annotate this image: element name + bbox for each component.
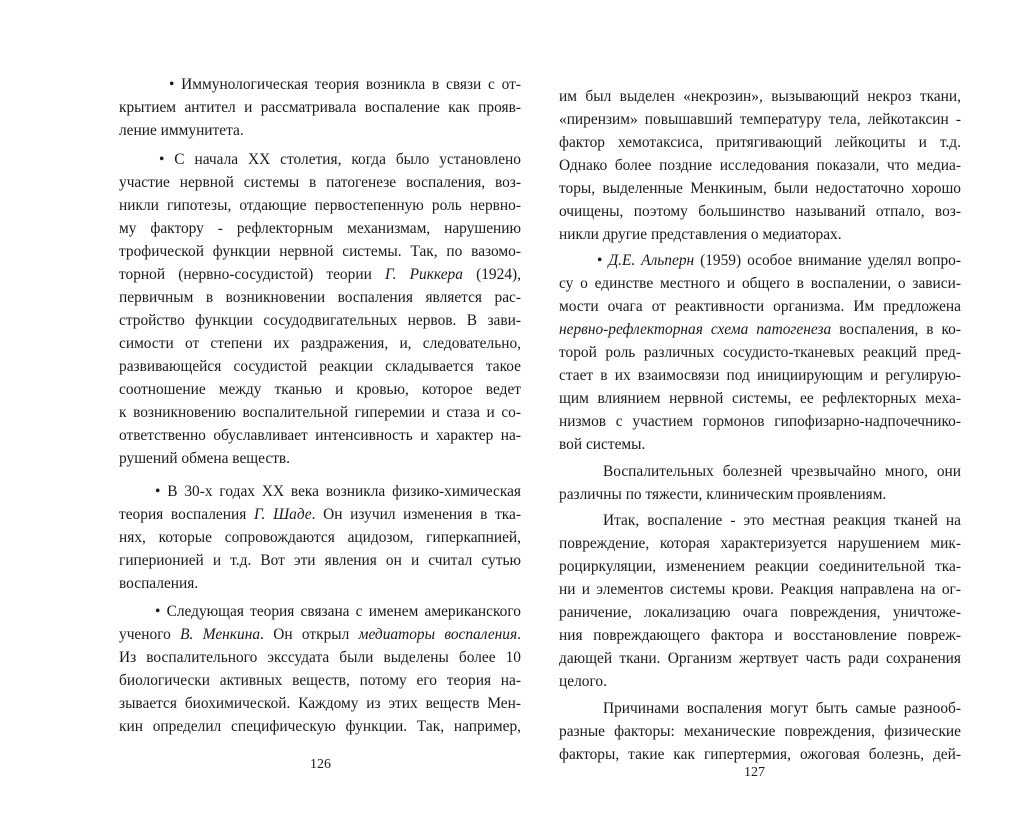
text-line: ответственно обуславливает интенсивность и характер на- <box>119 427 521 444</box>
text-run: торной (нервно-сосудистой) теории <box>119 266 385 283</box>
text-line: им был выделен «некрозин», вызывающий некроз ткани, <box>559 88 961 105</box>
text-line <box>559 318 961 341</box>
text-line: соотношение между тканью и кровью, которое ведет <box>119 381 521 398</box>
text-line: торой роль различных сосудисто-тканевых реакций пред- <box>559 344 961 361</box>
text-run: (1959) особое внимание уделял вопро- <box>694 252 961 269</box>
text-run: . <box>517 626 522 643</box>
text-line: Воспалительных болезней чрезвычайно много, они <box>603 463 961 480</box>
text-line: симости от степени их раздражения, и, следовательно, <box>119 335 521 352</box>
text-line: роциркуляции, изменением реакции соединительной тка- <box>559 558 961 575</box>
text-line: трофической функции нервной системы. Так, по вазомо- <box>119 243 521 260</box>
text-run: ученого <box>119 626 181 643</box>
text-line: воспаления. <box>119 575 199 592</box>
text-line: Из воспалительного экссудата были выделены более 10 <box>119 649 521 666</box>
text-line: разные факторы: механические повреждения, физические <box>559 723 961 740</box>
text-run: . Он изучил изменения в тка- <box>311 506 521 523</box>
text-line <box>119 263 521 286</box>
text-line: «пирензим» повышавший температуру тела, лейкотаксин - <box>559 111 961 128</box>
text-line: участие нервной системы в патогенезе воспаления, воз- <box>119 174 521 191</box>
text-line: • В 30-х годах XX века возникла физико-химическая <box>155 483 521 500</box>
text-line: мости очага от реактивности организма. Им предложена <box>559 298 961 315</box>
page-number: 127 <box>744 765 765 780</box>
text-line: раничение, локализацию очага повреждения, уничтоже- <box>559 604 961 621</box>
text-line: никли другие представления о медиаторах. <box>559 226 842 243</box>
text-line <box>559 249 961 272</box>
text-line: • Иммунологическая теория возникла в связи с от- <box>169 76 521 93</box>
text-line: различны по тяжести, клиническим проявлениям. <box>559 486 887 503</box>
text-line: Однако более поздние исследования показали, что медиа- <box>559 157 961 174</box>
text-line: целого. <box>559 673 607 690</box>
text-line: ление иммунитета. <box>119 122 244 139</box>
text-line: • Следующая теория связана с именем американского <box>155 603 521 620</box>
text-line: му фактору - рефлекторным механизмам, нарушению <box>119 220 521 237</box>
text-line: зывается биохимической. Каждому из этих веществ Мен- <box>119 695 521 712</box>
text-line: никли гипотезы, отдающие первостепенную роль нервно- <box>119 197 521 214</box>
emphasis-term: нервно-рефлекторная схема патогенеза <box>559 321 832 338</box>
text-run: (1924), <box>462 266 521 283</box>
text-line: гиперионией и т.д. Вот эти явления он и считал сутью <box>119 552 521 569</box>
text-line: нях, которые сопровождаются ацидозом, гиперкапнией, <box>119 529 521 546</box>
text-run: воспаления, в ко- <box>831 321 961 338</box>
page-number: 126 <box>310 757 331 772</box>
text-line: биологически активных веществ, потому его теория на- <box>119 672 521 689</box>
text-line: очищены, поэтому большинство называний отпало, воз- <box>559 203 961 220</box>
text-line: факторы, такие как гипертермия, ожоговая болезнь, дей- <box>559 746 961 763</box>
text-line: к возникновению воспалительной гиперемии и стаза и со- <box>119 404 521 421</box>
emphasis-term: медиаторы воспаления <box>358 626 518 643</box>
text-line <box>119 503 521 526</box>
text-line: торы, выделенные Менкиным, были недостаточно хорошо <box>559 180 961 197</box>
text-run: . Он открыл <box>260 626 359 643</box>
text-line: ни и элементов системы крови. Реакция направлена на ог- <box>559 581 961 598</box>
author-name: Г. Риккера <box>384 266 463 283</box>
text-line: повреждение, которая характеризуется нарушением мик- <box>559 535 961 552</box>
text-line: щим влиянием нервной системы, ее рефлекторных меха- <box>559 390 961 407</box>
text-line: • С начала XX столетия, когда было установлено <box>159 151 521 168</box>
text-line: низмов с участием гормонов гипофизарно-надпочечнико- <box>559 413 961 430</box>
text-line: стройство функции сосудодвигательных нервов. В зави- <box>119 312 521 329</box>
text-line: стает в их взаимосвязи под инициирующим и регулирую- <box>559 367 961 384</box>
text-line: Причинами воспаления могут быть самые разнооб- <box>603 700 961 717</box>
text-line: Итак, воспаление - это местная реакция тканей на <box>603 512 961 529</box>
author-name: В. Менкина <box>180 626 261 643</box>
right-page <box>512 0 1024 829</box>
text-line: первичным в возникновении воспаления является рас- <box>119 289 521 306</box>
text-line: дающей ткани. Организм жертвует часть ради сохранения <box>559 650 961 667</box>
text-line: ния повреждающего фактора и восстановление повреж- <box>559 627 961 644</box>
author-name: Д.Е. Альперн <box>608 252 695 269</box>
text-run: теория воспаления <box>119 506 254 523</box>
text-line: су о единстве местного и общего в воспалении, о зависи- <box>559 275 961 292</box>
text-run: • <box>597 252 609 269</box>
text-line: вой системы. <box>559 436 646 453</box>
text-line: крытием антител и рассматривала воспаление как прояв- <box>119 99 521 116</box>
author-name: Г. Шаде <box>253 506 312 523</box>
text-line <box>119 623 521 646</box>
text-line: фактор хемотаксиса, притягивающий лейкоциты и т.д. <box>559 134 961 151</box>
text-line: рушений обмена веществ. <box>119 450 291 467</box>
text-line: развивающейся сосудистой реакции складывается такое <box>119 358 521 375</box>
text-line: кин определил специфическую функции. Так, например, <box>119 718 521 735</box>
